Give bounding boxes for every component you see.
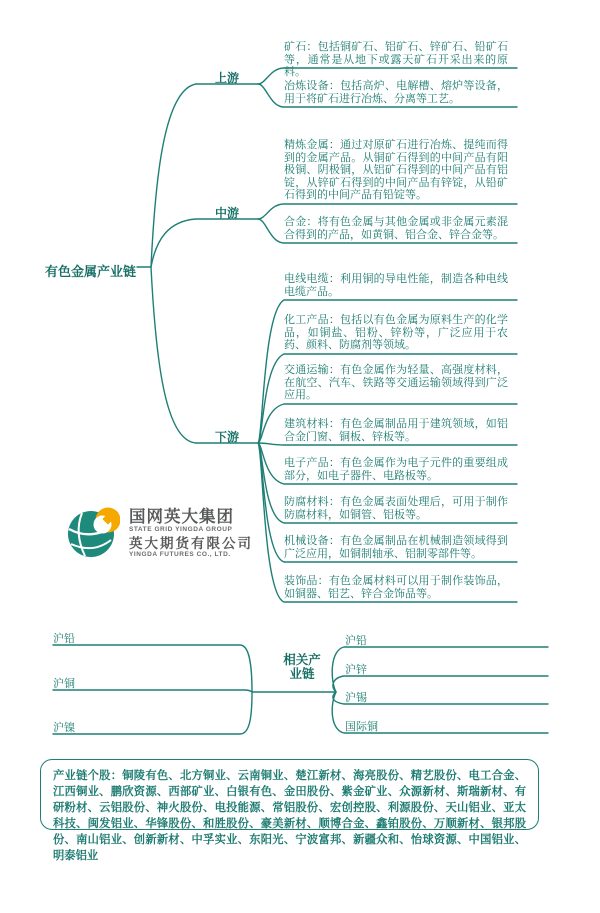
branch-upstream-label: 上游 [214, 71, 239, 85]
node-refined-metal: 精炼金属：通过对原矿石进行冶炼、提纯而得到的金属产品。从铜矿石得到的中间产品有阳极铜、阴极铜，从铝矿石得到的中间产品有铝锭，从锌矿石得到的中间产品有锌锭，从铅矿石得到的中间产品有铅锭等。 [284, 139, 508, 201]
logo-cn-name: 国网英大集团 [129, 508, 234, 526]
node-building-materials: 建筑材料：有色金属制品用于建筑领域，如铝合金门窗、铜板、锌板等。 [284, 418, 508, 443]
related-chain-node: 相关产业链 [283, 653, 321, 681]
root-node-label: 有色金属产业链 [45, 264, 137, 279]
node-ore: 矿石：包括铜矿石、铝矿石、锌矿石、铅矿石等，通常是从地下或露天矿石开采出来的原料。 [284, 41, 508, 78]
company-logo [66, 503, 253, 561]
branch-downstream-label: 下游 [214, 430, 239, 444]
related-right-hu-zinc: 沪锌 [345, 664, 367, 676]
node-wire-cable: 电线电缆：利用铜的导电性能，制造各种电线电缆产品。 [284, 273, 508, 298]
related-right-hu-tin: 沪锡 [345, 692, 367, 704]
node-anticorrosion-materials: 防腐材料：有色金属表面处理后，可用于制作防腐材料，如铜管、铝板等。 [284, 496, 508, 521]
node-chemical-products: 化工产品：包括以有色金属为原料生产的化学品，如铜盐、铝粉、锌粉等，广泛应用于农药、颜料、防腐剂等领域。 [284, 314, 508, 351]
stocks-box [40, 759, 539, 862]
node-machinery: 机械设备：有色金属制品在机械制造领域得到广泛应用，如铜制轴承、铝制零部件等。 [284, 535, 508, 560]
node-transportation: 交通运输：有色金属作为轻量、高强度材料，在航空、汽车、铁路等交通运输领域得到广泛应用。 [284, 364, 508, 401]
related-right-hu-lead: 沪铅 [345, 635, 367, 647]
logo-en-name: STATE GRID YINGDA GROUP [129, 526, 233, 533]
globe-icon [66, 503, 120, 561]
stocks-list: 产业链个股：铜陵有色、北方铜业、云南铜业、楚江新材、海亮股份、精艺股份、电工合金、江西铜业、鹏欣资源、西部矿业、白银有色、金田股份、紫金矿业、众源新材、斯瑞新材、有研粉材、云铝股份、神火股份、电投能源、常铝股份、宏创控股、利源股份、天山铝业、亚太科技、闽发铝业、华锋股份、和胜股份、豪美新材、顺博合金、鑫铂股份、万顺新材、银邦股份、南山铝业、创新新材、中孚实业、东阳光、宁波富邦、新疆众和、怡球资源、中国铝业、明泰铝业 [53, 770, 526, 862]
node-electronics: 电子产品：有色金属作为电子元件的重要组成部分，如电子器件、电路板等。 [284, 457, 508, 482]
node-alloy: 合金：将有色金属与其他金属或非金属元素混合得到的产品，如黄铜、铝合金、锌合金等。 [284, 216, 508, 241]
related-left-hu-nickel: 沪镍 [53, 722, 75, 734]
related-left-hu-lead: 沪铅 [53, 633, 75, 645]
logo-text [129, 503, 253, 559]
logo-cn-sub: 英大期货有限公司 [129, 536, 253, 551]
branch-midstream-label: 中游 [214, 206, 239, 220]
logo-en-sub: YINGDA FUTURES CO., LTD. [129, 551, 231, 558]
related-left-hu-copper: 沪铜 [53, 678, 75, 690]
related-right-intl-copper: 国际铜 [345, 721, 378, 733]
node-decorations: 装饰品：有色金属材料可以用于制作装饰品，如铜器、铝艺、锌合金饰品等。 [284, 575, 508, 600]
node-smelting-equipment: 冶炼设备：包括高炉、电解槽、熔炉等设备，用于将矿石进行冶炼、分离等工艺。 [284, 80, 508, 105]
